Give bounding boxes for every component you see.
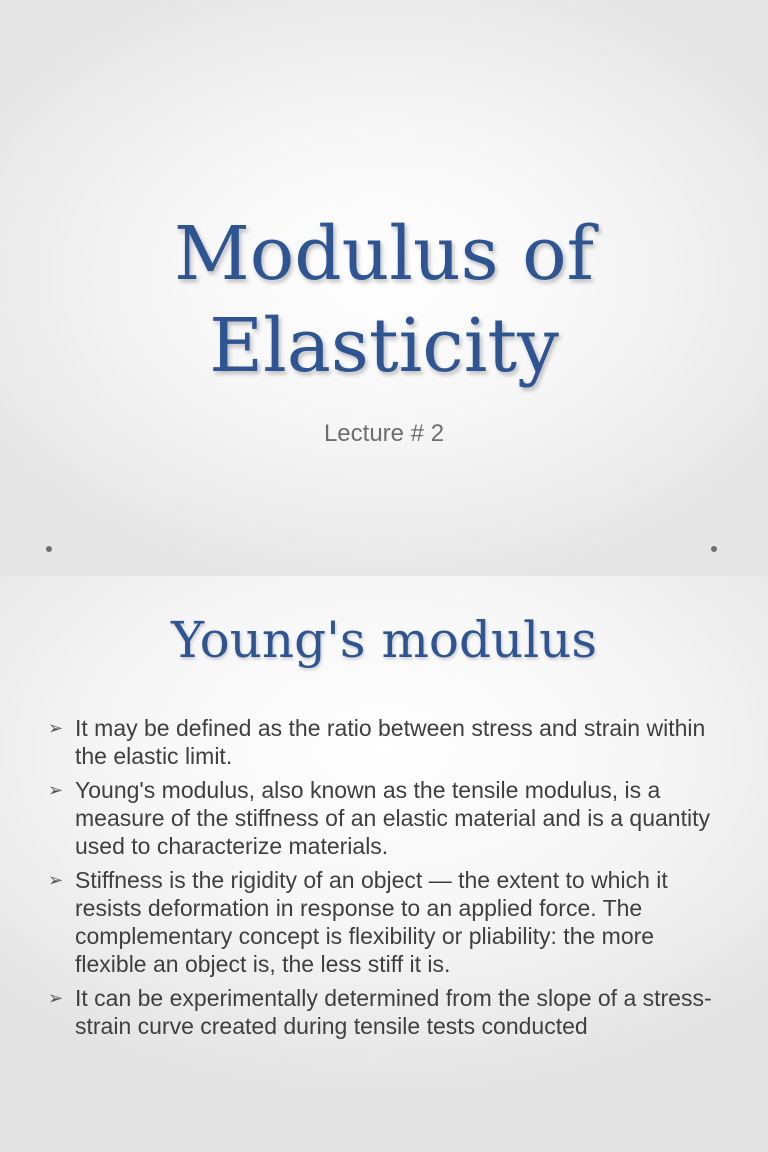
decorative-dot-right xyxy=(711,546,717,552)
subtitle: Lecture # 2 xyxy=(323,420,445,447)
main-title xyxy=(0,208,768,392)
title-line-2: Elasticity xyxy=(209,303,559,389)
title-block xyxy=(0,208,768,392)
title-line-1: Modulus of xyxy=(173,211,595,297)
bullet-text: Stiffness is the rigidity of an object — the extent to which it resists deformation in response to an applied force. The complementary concept is flexibility or pliability: the more flexible an object is, the less stiff it is. xyxy=(75,867,668,977)
arrow-bullet-icon: ➢ xyxy=(48,988,64,1008)
bullet-item xyxy=(0,984,768,1040)
bullet-list xyxy=(0,714,768,1046)
bullet-item xyxy=(0,866,768,978)
decorative-dot-left xyxy=(46,546,52,552)
bullet-item xyxy=(0,714,768,770)
arrow-bullet-icon: ➢ xyxy=(48,870,64,890)
bullet-text: It can be experimentally determined from the slope of a stress-strain curve created during tensile tests conducted xyxy=(75,985,712,1039)
slide-title: Young's modulus xyxy=(170,611,598,669)
bullet-text: Young's modulus, also known as the tensile modulus, is a measure of the stiffness of an elastic material and is a quantity used to characterize materials. xyxy=(75,777,710,859)
arrow-bullet-icon: ➢ xyxy=(48,718,64,738)
bullet-text: It may be defined as the ratio between stress and strain within the elastic limit. xyxy=(75,715,706,769)
arrow-bullet-icon: ➢ xyxy=(48,780,64,800)
bullet-item xyxy=(0,776,768,860)
